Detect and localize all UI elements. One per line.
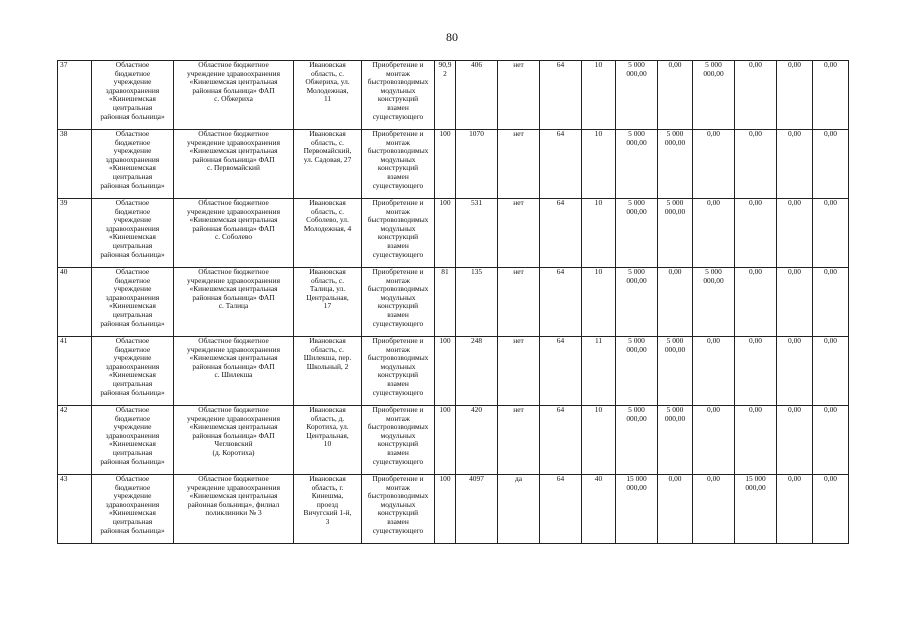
cell-count	[582, 268, 616, 337]
cell-organization	[92, 268, 174, 337]
cell-count	[582, 199, 616, 268]
cell-text: Ивановская область, д. Коротиха, ул. Центральная, 10	[306, 405, 349, 449]
cell-count	[582, 130, 616, 199]
cell-text: 0,00	[749, 60, 762, 69]
cell-text: 64	[556, 198, 565, 207]
cell-text: 0,00	[749, 267, 762, 276]
cell-value	[456, 406, 498, 475]
cell-text: 10	[594, 267, 603, 276]
cell-row-number	[58, 475, 92, 544]
cell-text: Областное бюджетное учреждение здравоохранения «Кинешемская центральная районная больница»	[100, 198, 165, 259]
cell-text: 5 000 000,00	[664, 129, 686, 147]
cell-text: 0,00	[788, 60, 801, 69]
cell-amount-4	[735, 406, 777, 475]
cell-action	[362, 475, 435, 544]
cell-text: 64	[556, 60, 565, 69]
cell-total-amount	[616, 337, 658, 406]
cell-amount-6	[813, 199, 849, 268]
cell-text: Областное бюджетное учреждение здравоохранения «Кинешемская центральная районная больница» ФАП Чеглювский (д. Коротиха)	[187, 405, 280, 457]
cell-facility-name	[174, 61, 294, 130]
cell-text: 40	[60, 267, 68, 276]
cell-text: 11	[594, 336, 603, 345]
cell-text: 420	[470, 405, 483, 414]
cell-text: Ивановская область, с. Шилекша, пер. Школьный, 2	[303, 336, 352, 371]
cell-value	[456, 475, 498, 544]
cell-text: Ивановская область, с. Обжериха, ул. Молодежная, 11	[305, 60, 350, 104]
cell-text: 43	[60, 474, 68, 483]
cell-amount-4	[735, 337, 777, 406]
cell-amount-6	[813, 475, 849, 544]
cell-amount-6	[813, 130, 849, 199]
cell-text: Областное бюджетное учреждение здравоохранения «Кинешемская центральная районная больница» ФАП с. Первомайский	[187, 129, 280, 173]
table-row	[58, 406, 849, 475]
cell-text: 0,00	[824, 474, 837, 483]
cell-text: 10	[594, 198, 603, 207]
cell-text: 5 000 000,00	[703, 267, 724, 285]
cell-text: 135	[470, 267, 483, 276]
cell-text: 0,00	[707, 336, 720, 345]
cell-text: 0,00	[707, 474, 720, 483]
cell-amount-6	[813, 337, 849, 406]
cell-text: 0,00	[749, 198, 762, 207]
cell-value	[456, 130, 498, 199]
cell-text: 100	[439, 474, 451, 483]
cell-value-64	[540, 406, 582, 475]
cell-text: 37	[60, 60, 68, 69]
cell-text: 81	[441, 267, 449, 276]
cell-flag	[498, 61, 540, 130]
cell-value-64	[540, 199, 582, 268]
cell-count	[582, 475, 616, 544]
table-row	[58, 130, 849, 199]
cell-amount-6	[813, 406, 849, 475]
cell-area	[435, 61, 456, 130]
cell-amount-4	[735, 61, 777, 130]
cell-text: 100	[439, 129, 451, 138]
cell-text: Областное бюджетное учреждение здравоохранения «Кинешемская центральная районная больница»	[100, 129, 165, 190]
cell-text: 0,00	[749, 129, 762, 138]
cell-address	[294, 130, 362, 199]
cell-area	[435, 337, 456, 406]
cell-amount-5	[777, 61, 813, 130]
cell-text: 0,00	[749, 405, 762, 414]
cell-text: 0,00	[749, 336, 762, 345]
cell-amount-2	[658, 475, 693, 544]
cell-value-64	[540, 268, 582, 337]
cell-row-number	[58, 268, 92, 337]
cell-area	[435, 130, 456, 199]
cell-text: Приобретение и монтаж быстровозводимых модульных конструкций взамен существующего	[367, 405, 429, 466]
cell-total-amount	[616, 61, 658, 130]
cell-text: Областное бюджетное учреждение здравоохранения «Кинешемская центральная районная больница» ФАП с. Шилекша	[187, 336, 280, 380]
cell-text: 0,00	[707, 129, 720, 138]
cell-text: да	[514, 474, 523, 483]
cell-text: 5 000 000,00	[626, 405, 647, 423]
cell-value-64	[540, 475, 582, 544]
cell-amount-3	[693, 406, 735, 475]
cell-text: 406	[470, 60, 483, 69]
cell-organization	[92, 475, 174, 544]
cell-row-number	[58, 337, 92, 406]
cell-amount-3	[693, 268, 735, 337]
cell-count	[582, 406, 616, 475]
cell-row-number	[58, 130, 92, 199]
cell-amount-4	[735, 199, 777, 268]
cell-facility-name	[174, 268, 294, 337]
cell-text: 10	[594, 405, 603, 414]
cell-amount-4	[735, 268, 777, 337]
cell-row-number	[58, 199, 92, 268]
cell-text: Областное бюджетное учреждение здравоохранения «Кинешемская центральная районная больница»	[100, 60, 165, 121]
data-table	[57, 60, 849, 544]
cell-text: 5 000 000,00	[626, 198, 647, 216]
cell-row-number	[58, 406, 92, 475]
cell-amount-5	[777, 130, 813, 199]
cell-address	[294, 337, 362, 406]
cell-value	[456, 199, 498, 268]
cell-total-amount	[616, 268, 658, 337]
cell-text: 40	[594, 474, 603, 483]
cell-flag	[498, 268, 540, 337]
cell-text: 0,00	[788, 267, 801, 276]
cell-text: 4097	[469, 474, 484, 483]
cell-text: 1070	[469, 129, 484, 138]
cell-value-64	[540, 130, 582, 199]
cell-flag	[498, 337, 540, 406]
table-row	[58, 475, 849, 544]
cell-flag	[498, 475, 540, 544]
cell-amount-2	[658, 199, 693, 268]
cell-text: 0,00	[707, 198, 720, 207]
cell-address	[294, 406, 362, 475]
cell-address	[294, 199, 362, 268]
cell-text: Областное бюджетное учреждение здравоохранения «Кинешемская центральная районная больница» ФАП с. Талица	[187, 267, 280, 311]
table-row	[58, 199, 849, 268]
cell-amount-6	[813, 268, 849, 337]
cell-text: Областное бюджетное учреждение здравоохранения «Кинешемская центральная районная больница» ФАП с. Соболево	[187, 198, 280, 242]
cell-text: Приобретение и монтаж быстровозводимых модульных конструкций взамен существующего	[367, 129, 429, 190]
cell-text: 0,00	[668, 474, 682, 483]
cell-text: нет	[513, 60, 524, 69]
cell-text: Областное бюджетное учреждение здравоохранения «Кинешемская центральная районная больница» ФАП с. Обжериха	[187, 60, 280, 104]
cell-action	[362, 337, 435, 406]
cell-text: 531	[470, 198, 483, 207]
cell-amount-5	[777, 337, 813, 406]
cell-area	[435, 475, 456, 544]
cell-value	[456, 337, 498, 406]
cell-action	[362, 61, 435, 130]
cell-text: 0,00	[788, 474, 801, 483]
cell-text: 38	[60, 129, 68, 138]
cell-text: 5 000 000,00	[626, 267, 647, 285]
table-row	[58, 61, 849, 130]
cell-total-amount	[616, 130, 658, 199]
cell-total-amount	[616, 199, 658, 268]
cell-text: 5 000 000,00	[664, 198, 686, 216]
cell-amount-4	[735, 130, 777, 199]
cell-text: 42	[60, 405, 68, 414]
cell-text: 100	[439, 336, 451, 345]
cell-amount-6	[813, 61, 849, 130]
cell-flag	[498, 406, 540, 475]
cell-value-64	[540, 61, 582, 130]
cell-text: нет	[513, 198, 524, 207]
cell-total-amount	[616, 406, 658, 475]
cell-amount-2	[658, 337, 693, 406]
cell-text: Ивановская область, с. Талица, ул. Центральная, 17	[306, 267, 349, 311]
cell-text: 100	[439, 405, 451, 414]
cell-text: 15 000 000,00	[626, 474, 647, 492]
cell-amount-2	[658, 406, 693, 475]
cell-amount-3	[693, 475, 735, 544]
cell-text: 10	[594, 60, 603, 69]
cell-text: Областное бюджетное учреждение здравоохранения «Кинешемская центральная районная больница»	[100, 267, 165, 328]
cell-row-number	[58, 61, 92, 130]
cell-organization	[92, 406, 174, 475]
cell-text: 0,00	[668, 267, 682, 276]
cell-text: 39	[60, 198, 68, 207]
cell-text: 5 000 000,00	[703, 60, 724, 78]
cell-address	[294, 268, 362, 337]
cell-text: Приобретение и монтаж быстровозводимых модульных конструкций взамен существующего	[367, 267, 429, 328]
cell-value	[456, 61, 498, 130]
cell-text: 0,00	[824, 198, 837, 207]
cell-text: 64	[556, 336, 565, 345]
cell-facility-name	[174, 130, 294, 199]
cell-value	[456, 268, 498, 337]
cell-text: 5 000 000,00	[626, 336, 647, 354]
cell-facility-name	[174, 337, 294, 406]
cell-facility-name	[174, 199, 294, 268]
cell-total-amount	[616, 475, 658, 544]
cell-area	[435, 406, 456, 475]
cell-text: 64	[556, 405, 565, 414]
cell-amount-5	[777, 199, 813, 268]
cell-action	[362, 130, 435, 199]
cell-text: 5 000 000,00	[664, 405, 686, 423]
cell-address	[294, 61, 362, 130]
cell-facility-name	[174, 475, 294, 544]
cell-text: 10	[594, 129, 603, 138]
cell-value-64	[540, 337, 582, 406]
cell-amount-5	[777, 406, 813, 475]
cell-text: Приобретение и монтаж быстровозводимых модульных конструкций взамен существующего	[367, 336, 429, 397]
cell-flag	[498, 130, 540, 199]
cell-text: 0,00	[668, 60, 682, 69]
cell-amount-2	[658, 268, 693, 337]
cell-action	[362, 406, 435, 475]
cell-action	[362, 268, 435, 337]
cell-text: Областное бюджетное учреждение здравоохранения «Кинешемская центральная районная больница»	[100, 405, 165, 466]
cell-amount-5	[777, 268, 813, 337]
cell-count	[582, 337, 616, 406]
cell-text: 0,00	[788, 405, 801, 414]
cell-text: 0,00	[824, 336, 837, 345]
cell-text: Приобретение и монтаж быстровозводимых модульных конструкций взамен существующего	[367, 198, 429, 259]
cell-organization	[92, 199, 174, 268]
cell-text: Ивановская область, г. Кинешма, проезд Вичугский 1-й, 3	[303, 474, 352, 526]
cell-action	[362, 199, 435, 268]
cell-text: 100	[439, 198, 451, 207]
cell-text: нет	[513, 129, 524, 138]
cell-amount-3	[693, 130, 735, 199]
cell-count	[582, 61, 616, 130]
cell-text: 0,00	[788, 198, 801, 207]
cell-organization	[92, 130, 174, 199]
cell-text: Ивановская область, с. Первомайский, ул. Садовая, 27	[303, 129, 352, 164]
cell-text: Приобретение и монтаж быстровозводимых модульных конструкций взамен существующего	[367, 60, 429, 121]
cell-text: Приобретение и монтаж быстровозводимых модульных конструкций взамен существующего	[367, 474, 429, 535]
cell-text: 0,00	[824, 267, 837, 276]
cell-flag	[498, 199, 540, 268]
cell-text: 5 000 000,00	[626, 60, 647, 78]
cell-text: 41	[60, 336, 68, 345]
cell-text: 64	[556, 474, 565, 483]
cell-text: 0,00	[707, 405, 720, 414]
cell-organization	[92, 61, 174, 130]
cell-amount-4	[735, 475, 777, 544]
cell-text: 0,00	[824, 129, 837, 138]
cell-text: 90,9 2	[438, 60, 452, 78]
cell-amount-3	[693, 337, 735, 406]
cell-area	[435, 199, 456, 268]
cell-text: 5 000 000,00	[664, 336, 686, 354]
cell-text: 64	[556, 267, 565, 276]
cell-amount-3	[693, 61, 735, 130]
table-body	[58, 61, 849, 544]
table-row	[58, 337, 849, 406]
cell-amount-2	[658, 130, 693, 199]
cell-text: 0,00	[788, 129, 801, 138]
cell-text: 5 000 000,00	[626, 129, 647, 147]
cell-area	[435, 268, 456, 337]
cell-text: Областное бюджетное учреждение здравоохранения «Кинешемская центральная районная больница»	[100, 474, 165, 535]
cell-text: 15 000 000,00	[745, 474, 766, 492]
cell-text: нет	[513, 405, 524, 414]
cell-text: 0,00	[824, 60, 837, 69]
cell-text: Областное бюджетное учреждение здравоохранения «Кинешемская центральная районная больница», филиал поликлиники № 3	[187, 474, 280, 518]
page-number: 80	[446, 30, 458, 44]
cell-text: 0,00	[788, 336, 801, 345]
cell-amount-2	[658, 61, 693, 130]
cell-text: нет	[513, 336, 524, 345]
cell-text: 248	[470, 336, 483, 345]
cell-amount-5	[777, 475, 813, 544]
cell-text: Областное бюджетное учреждение здравоохранения «Кинешемская центральная районная больница»	[100, 336, 165, 397]
cell-text: Ивановская область, с. Соболево, ул. Молодежная, 4	[303, 198, 352, 233]
cell-text: 64	[556, 129, 565, 138]
table-row	[58, 268, 849, 337]
cell-text: 0,00	[824, 405, 837, 414]
cell-text: нет	[513, 267, 524, 276]
cell-address	[294, 475, 362, 544]
cell-organization	[92, 337, 174, 406]
cell-facility-name	[174, 406, 294, 475]
cell-amount-3	[693, 199, 735, 268]
